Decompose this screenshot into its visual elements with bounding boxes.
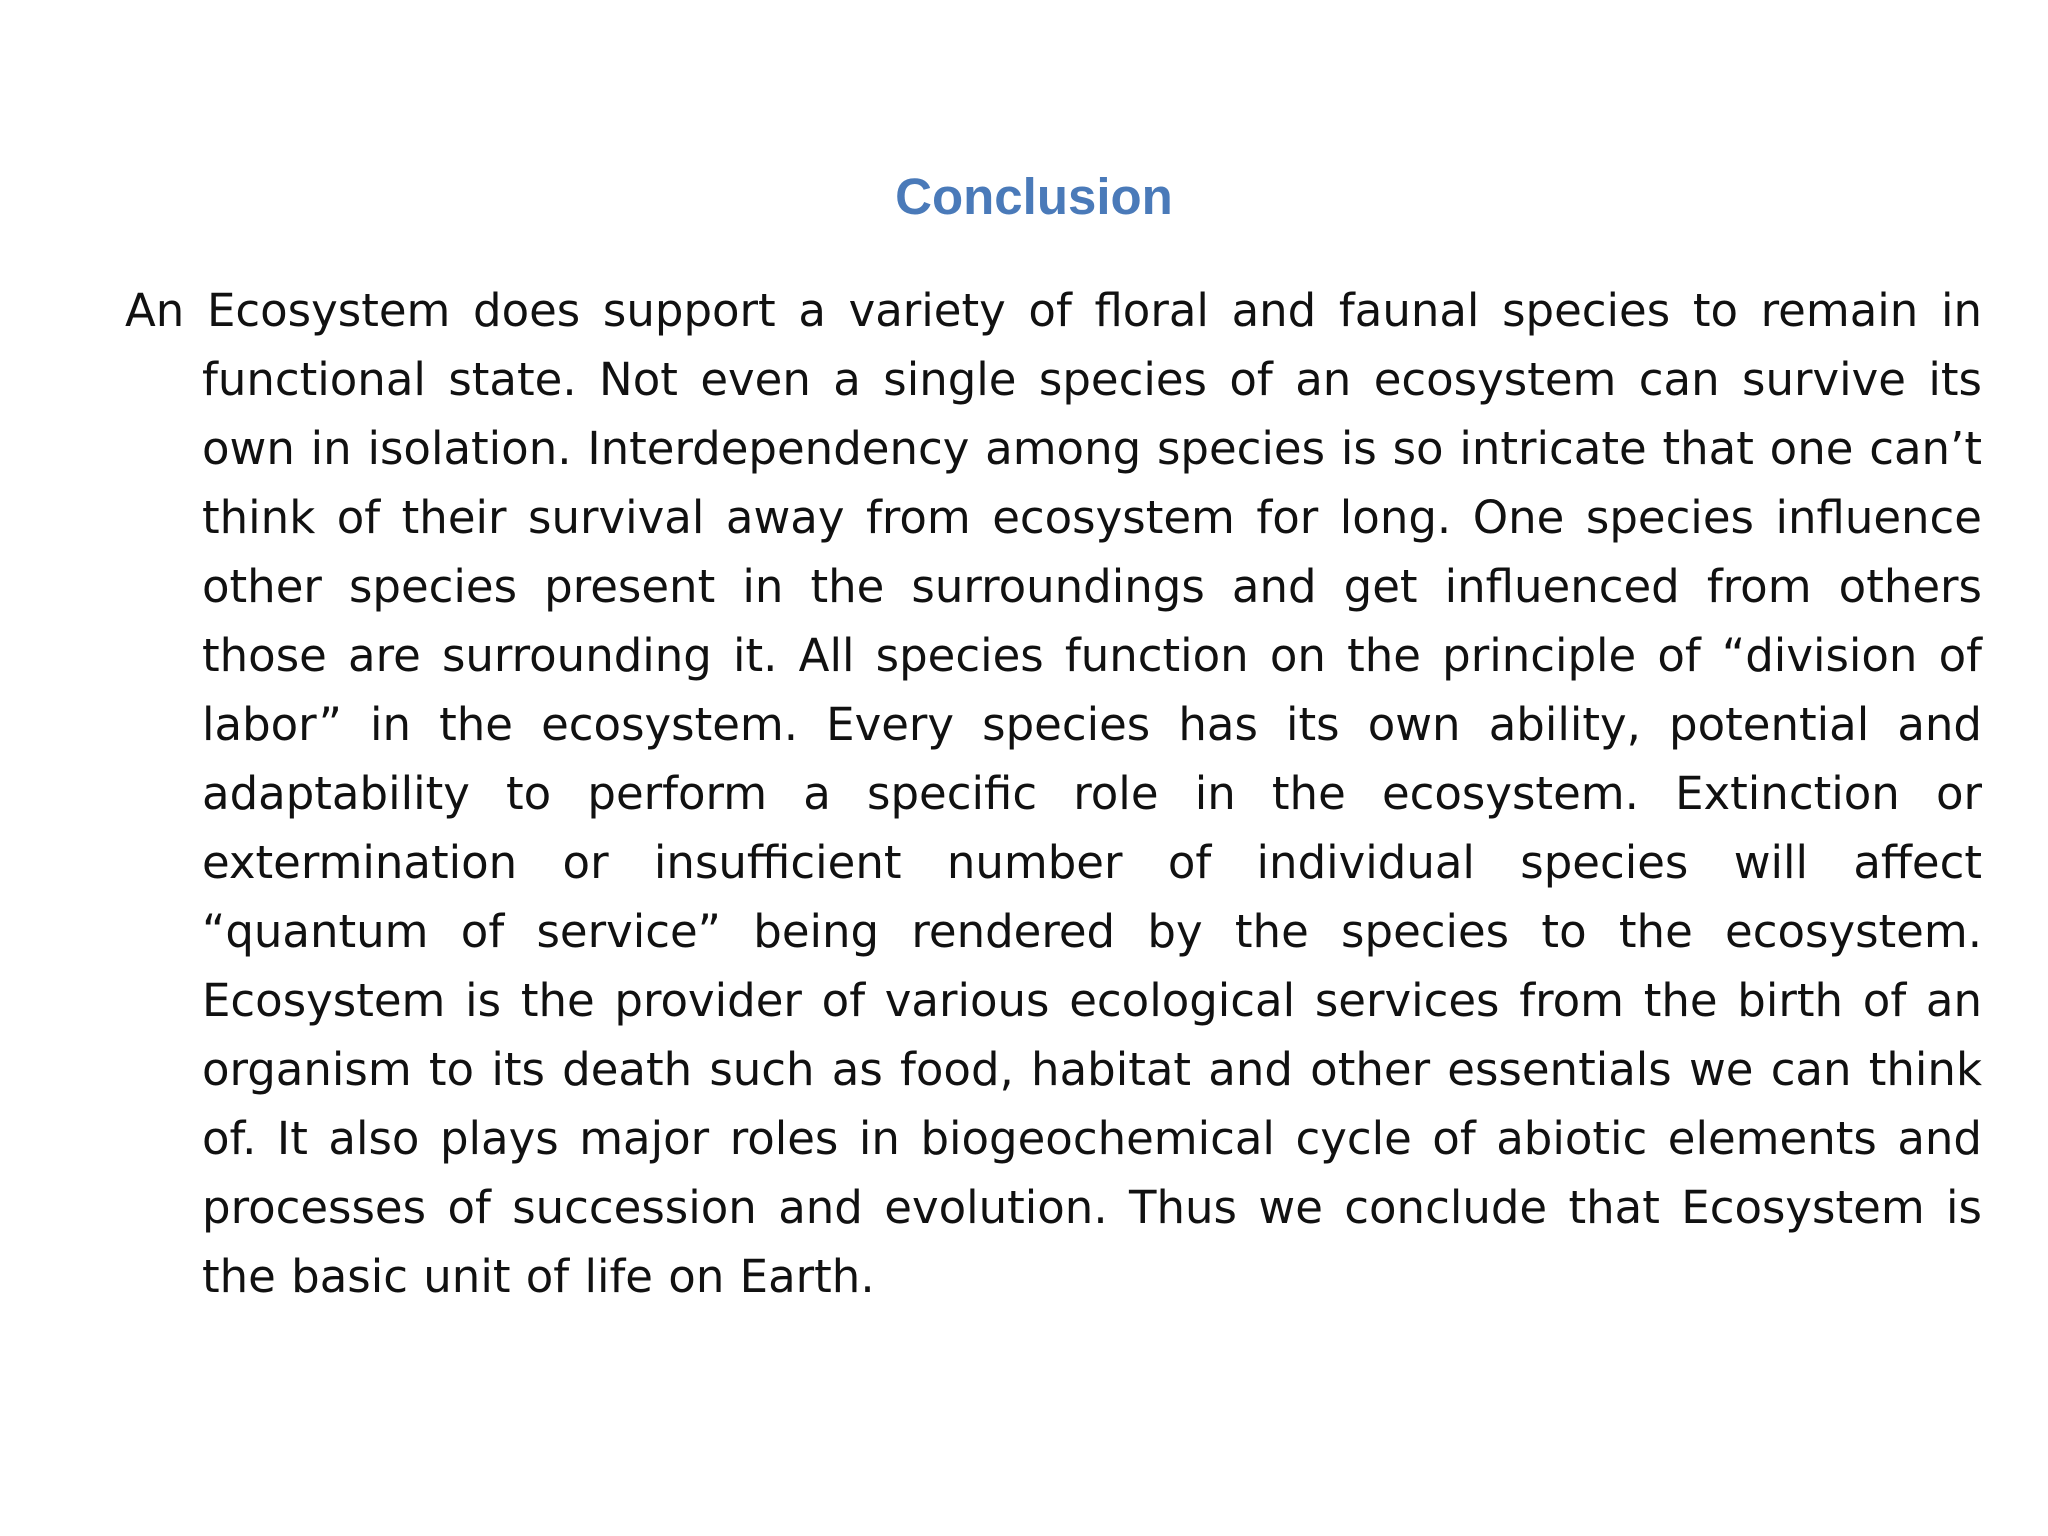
- slide-title: Conclusion: [895, 168, 1173, 225]
- conclusion-paragraph: An Ecosystem does support a variety of floral and faunal species to remain in functional state. Not even a single species of an ecosystem can survive its own in isolation. Interdependency among species is so intricate that one can’t think of their survival away from ecosystem for long. One species influence other species present in the surroundings and get influenced from others those are surrounding it. All species function on the principle of “division of labor” in the ecosystem. Every species has its own ability, potential and adaptability to perform a specific role in the ecosystem. Extinction or extermination or insufficient number of individual species will affect “quantum of service” being rendered by the species to the ecosystem. Ecosystem is the provider of various ecological services from the birth of an organism to its death such as food, habitat and other essentials we can think of. It also plays major roles in biogeochemical cycle of abiotic elements and processes of succession and evolution. Thus we conclude that Ecosystem is the basic unit of life on Earth.: [125, 284, 1982, 1303]
